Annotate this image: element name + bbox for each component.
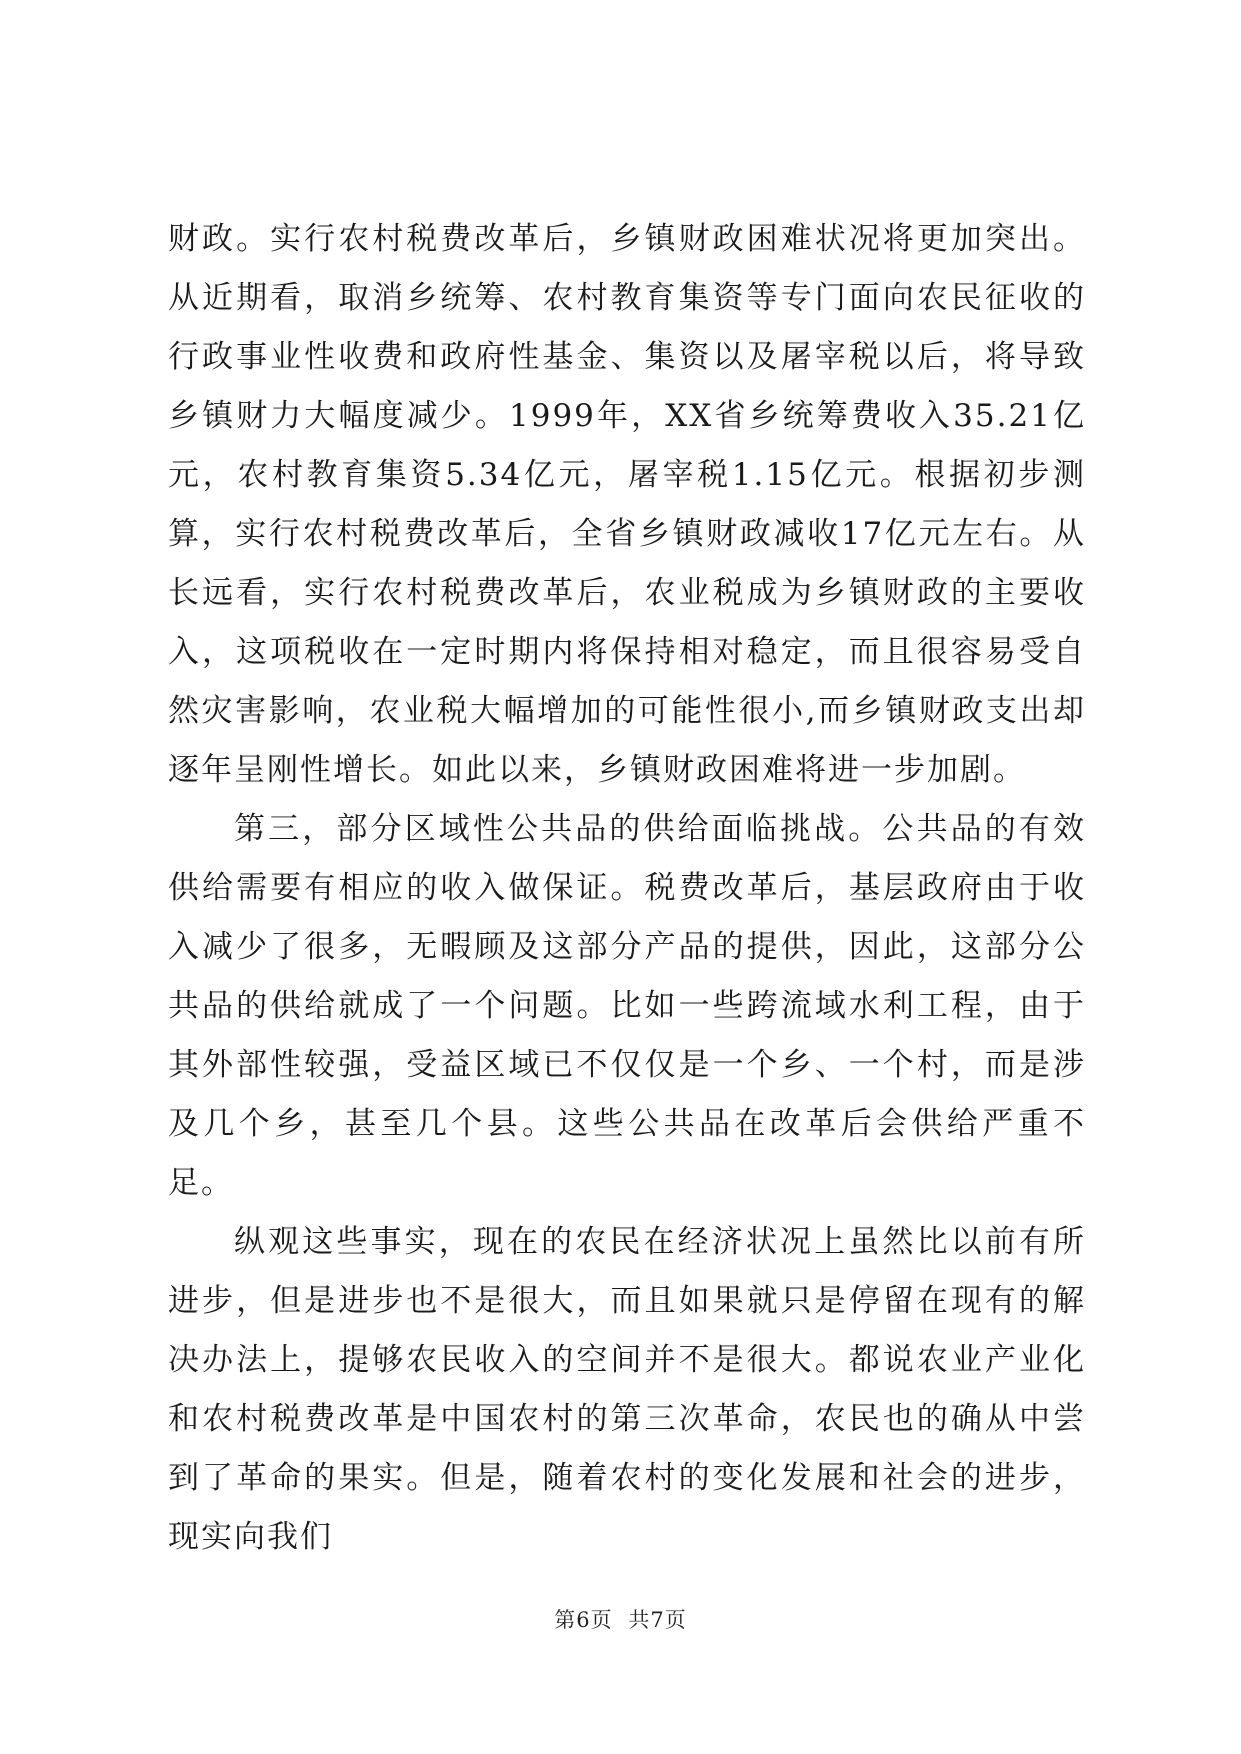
page-number: 第6页 [554, 1608, 613, 1632]
paragraph-2: 第三，部分区域性公共品的供给面临挑战。公共品的有效供给需要有相应的收入做保证。税费改革后，基层政府由于收入减少了很多，无暇顾及这部分产品的提供，因此，这部分公共品的供给就成了一个问题。比如一些跨流域水利工程，由于其外部性较强，受益区域已不仅仅是一个乡、一个村，而是涉及几个乡，甚至几个县。这些公共品在改革后会供给严重不足。 [168, 811, 1086, 1201]
document-body [168, 210, 1086, 1567]
page-total: 共7页 [628, 1608, 687, 1632]
paragraph-3: 纵观这些事实，现在的农民在经济状况上虽然比以前有所进步，但是进步也不是很大，而且如果就只是停留在现有的解决办法上，提够农民收入的空间并不是很大。都说农业产业化和农村税费改革是中国农村的第三次革命，农民也的确从中尝到了革命的果实。但是，随着农村的变化发展和社会的进步，现实向我们 [168, 1224, 1086, 1555]
paragraph-1: 财政。实行农村税费改革后，乡镇财政困难状况将更加突出。从近期看，取消乡统筹、农村教育集资等专门面向农民征收的行政事业性收费和政府性基金、集资以及屠宰税以后，将导致乡镇财力大幅度减少。1999年，XX省乡统筹费收入35.21亿元，农村教育集资5.34亿元，屠宰税1.15亿元。根据初步测算，实行农村税费改革后，全省乡镇财政减收17亿元左右。从长远看，实行农村税费改革后，农业税成为乡镇财政的主要收入，这项税收在一定时期内将保持相对稳定，而且很容易受自然灾害影响，农业税大幅增加的可能性很小,而乡镇财政支出却逐年呈刚性增长。如此以来，乡镇财政困难将进一步加剧。 [168, 221, 1086, 788]
page-footer [0, 1605, 1241, 1635]
